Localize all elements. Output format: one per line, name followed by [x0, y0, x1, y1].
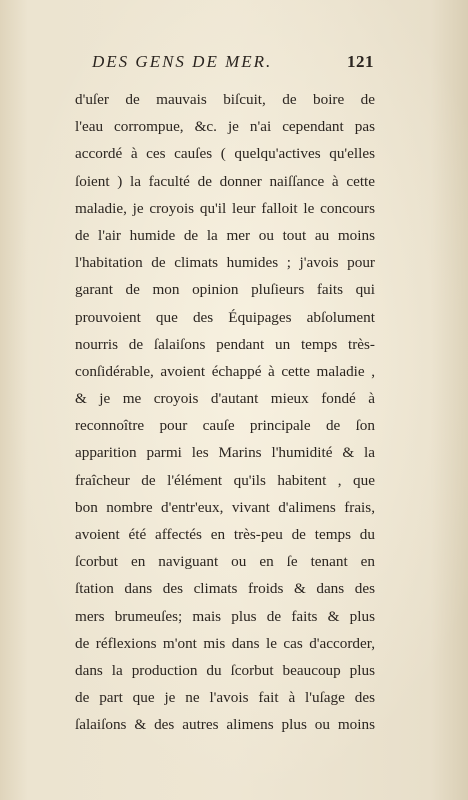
text-line: apparition parmi les Marins l'humidité & la: [75, 444, 375, 462]
text-line: l'eau corrompue, &c. je n'ai cependant pas: [75, 118, 375, 136]
text-line: l'habitation de climats humides ; j'avois pour: [75, 254, 375, 272]
body-text: [75, 86, 375, 739]
text-line: fraîcheur de l'élément qu'ils habitent , que: [75, 471, 375, 489]
text-line: de part que je ne l'avois fait à l'uſage des: [75, 689, 375, 707]
text-line: garant de mon opinion pluſieurs faits qui: [75, 281, 375, 299]
text-line: prouvoient que des Équipages abſolument: [75, 308, 375, 326]
text-line: dans la production du ſcorbut beaucoup plus: [75, 661, 375, 679]
text-line: avoient été affectés en très-peu de temps du: [75, 526, 375, 543]
text-line: de l'air humide de la mer ou tout au moins: [75, 226, 375, 244]
text-line: conſidérable, avoient échappé à cette maladie ,: [75, 362, 375, 380]
text-line: ſoient ) la faculté de donner naiſſance à cette: [75, 172, 375, 190]
text-line: maladie, je croyois qu'il leur falloit le concours: [75, 199, 375, 217]
running-head-title: DES GENS DE MER.: [92, 52, 273, 71]
text-line: reconnoître pour cauſe principale de ſon: [75, 417, 375, 435]
page-number: 121: [347, 52, 374, 71]
text-line: d'uſer de mauvais biſcuit, de boire de: [75, 91, 375, 108]
text-line: ſtation dans des climats froids & dans des: [75, 580, 375, 598]
text-line: de réflexions m'ont mis dans le cas d'accorder,: [75, 634, 375, 652]
text-line: & je me croyois d'autant mieux fondé à: [75, 390, 375, 408]
text-line: ſcorbut en naviguant ou en ſe tenant en: [75, 553, 375, 571]
text-line: nourris de ſalaiſons pendant un temps très-: [75, 335, 375, 353]
text-line: accordé à ces cauſes ( quelqu'actives qu'elles: [75, 145, 375, 163]
text-line: bon nombre d'entr'eux, vivant d'alimens frais,: [75, 498, 375, 516]
text-line: ſalaiſons & des autres alimens plus ou moins: [75, 716, 375, 734]
text-line: mers brumeuſes; mais plus de faits & plus: [75, 607, 375, 625]
running-head: [92, 52, 374, 76]
